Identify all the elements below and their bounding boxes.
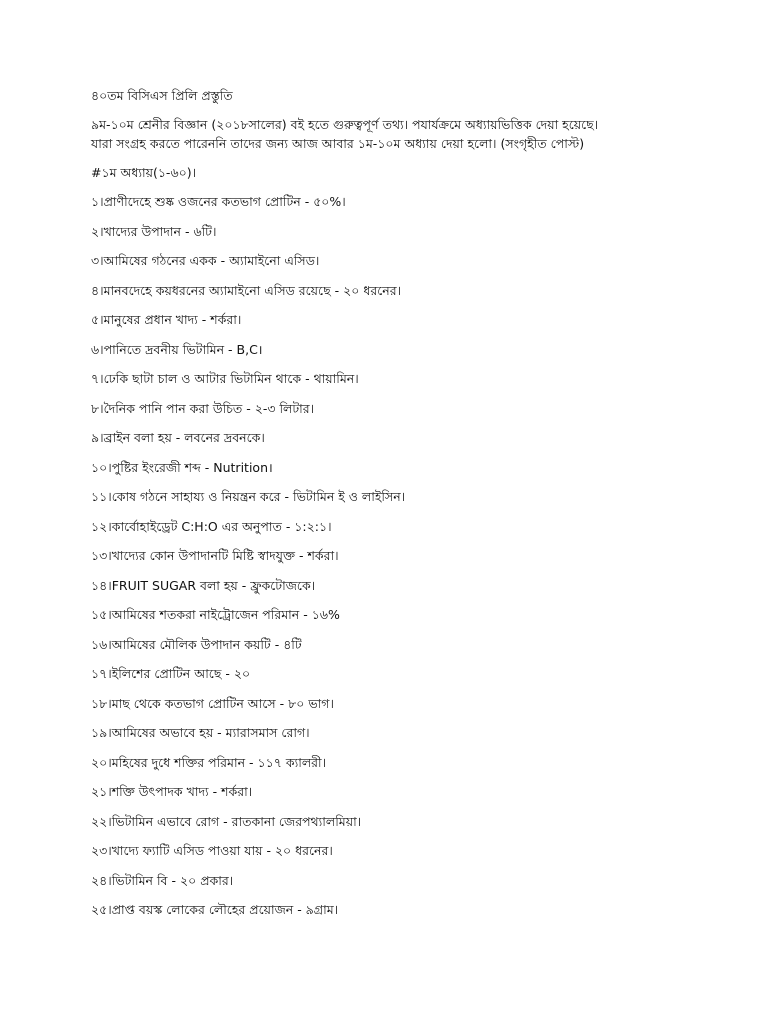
fact-item: ১৫।আমিষের শতকরা নাইট্রোজেন পরিমান - ১৬% (91, 607, 340, 622)
fact-item: ২০।মহিষের দুধে শক্তির পরিমান - ১১৭ ক্যালরী। (91, 754, 327, 770)
fact-item: ১০।পুষ্টির ইংরেজী শব্দ - Nutrition। (91, 459, 273, 475)
intro-line: ৯ম-১০ম শ্রেনীর বিজ্ঞান (২০১৮সালের) বই হতে গুরুত্বপূর্ণ তথ্য। পযার্যক্রমে অধ্যায়ভিত্তিক দেয়া হয়েছে। (91, 117, 599, 132)
fact-item: ৫।মানুষের প্রধান খাদ্য - শর্করা। (91, 312, 242, 327)
fact-item: ১৩।খাদ্যের কোন উপাদানটি মিষ্টি স্বাদযুক্ত - শর্করা। (91, 548, 339, 563)
intro-paragraph (91, 115, 731, 153)
fact-item: ১৮।মাছ থেকে কতভাগ প্রোটিন আসে - ৮০ ভাগ। (91, 695, 334, 711)
fact-list (91, 192, 731, 919)
fact-item: ২৩।খাদ্যে ফ্যাটি এসিড পাওয়া যায় - ২০ ধরনের। (91, 843, 333, 858)
fact-item: ২৫।প্রাপ্ত বয়স্ক লোকের লৌহের প্রয়োজন - ৯গ্রাম। (91, 902, 339, 917)
fact-item: ১৯।আমিষের অভাবে হয় - ম্যারাসমাস রোগ। (91, 725, 310, 740)
fact-item: ৭।ঢেকি ছাটা চাল ও আটার ভিটামিন থাকে - থায়ামিন। (91, 371, 359, 386)
fact-item: ৯।ব্রাইন বলা হয় - লবনের দ্রবনকে। (91, 430, 265, 445)
chapter-heading: #১ম অধ্যায়(১-৬০)। (91, 165, 197, 180)
fact-item: ১।প্রাণীদেহে শুষ্ক ওজনের কতভাগ প্রোটিন - ৫০%। (91, 194, 346, 209)
fact-item: ১৪।FRUIT SUGAR বলা হয় - ফ্রুকটোজকে। (91, 577, 316, 593)
fact-item: ২১।শক্তি উৎপাদক খাদ্য - শর্করা। (91, 784, 253, 799)
fact-item: ১২।কার্বোহাইড্রেট C:H:O এর অনুপাত - ১:২:১। (91, 518, 332, 534)
intro-line: যারা সংগ্রহ করতে পারেননি তাদের জন্য আজ আবার ১ম-১০ম অধ্যায় দেয়া হলো। (সংগৃহীত পোস্ট) (91, 136, 585, 151)
fact-item: ১৬।আমিষের মৌলিক উপাদান কয়টি - ৪টি (91, 636, 302, 652)
fact-item: ১৭।ইলিশের প্রোটিন আছে - ২০ (91, 666, 251, 681)
fact-item: ৩।আমিষের গঠনের একক - অ্যামাইনো এসিড। (91, 253, 320, 268)
fact-item: ৮।দৈনিক পানি পান করা উচিত - ২-৩ লিটার। (91, 400, 315, 416)
fact-item: ৪।মানবদেহে কয়ধরনের অ্যামাইনো এসিড রয়েছে - ২০ ধরনের। (91, 282, 402, 298)
document-page (91, 86, 731, 930)
fact-item: ২২।ভিটামিন এভাবে রোগ - রাতকানা জেরপথ্যালমিয়া। (91, 813, 362, 829)
fact-item: ২৪।ভিটামিন বি - ২০ প্রকার। (91, 872, 234, 888)
fact-item: ১১।কোষ গঠনে সাহায্য ও নিয়ন্ত্রন করে - ভিটামিন ই ও লাইসিন। (91, 489, 406, 504)
document-title: ৪০তম বিসিএস প্রিলি প্রস্তুতি (91, 88, 233, 103)
fact-item: ২।খাদ্যের উপাদান - ৬টি। (91, 223, 217, 239)
fact-item: ৬।পানিতে দ্রবনীয় ভিটামিন - B,C। (91, 341, 263, 357)
